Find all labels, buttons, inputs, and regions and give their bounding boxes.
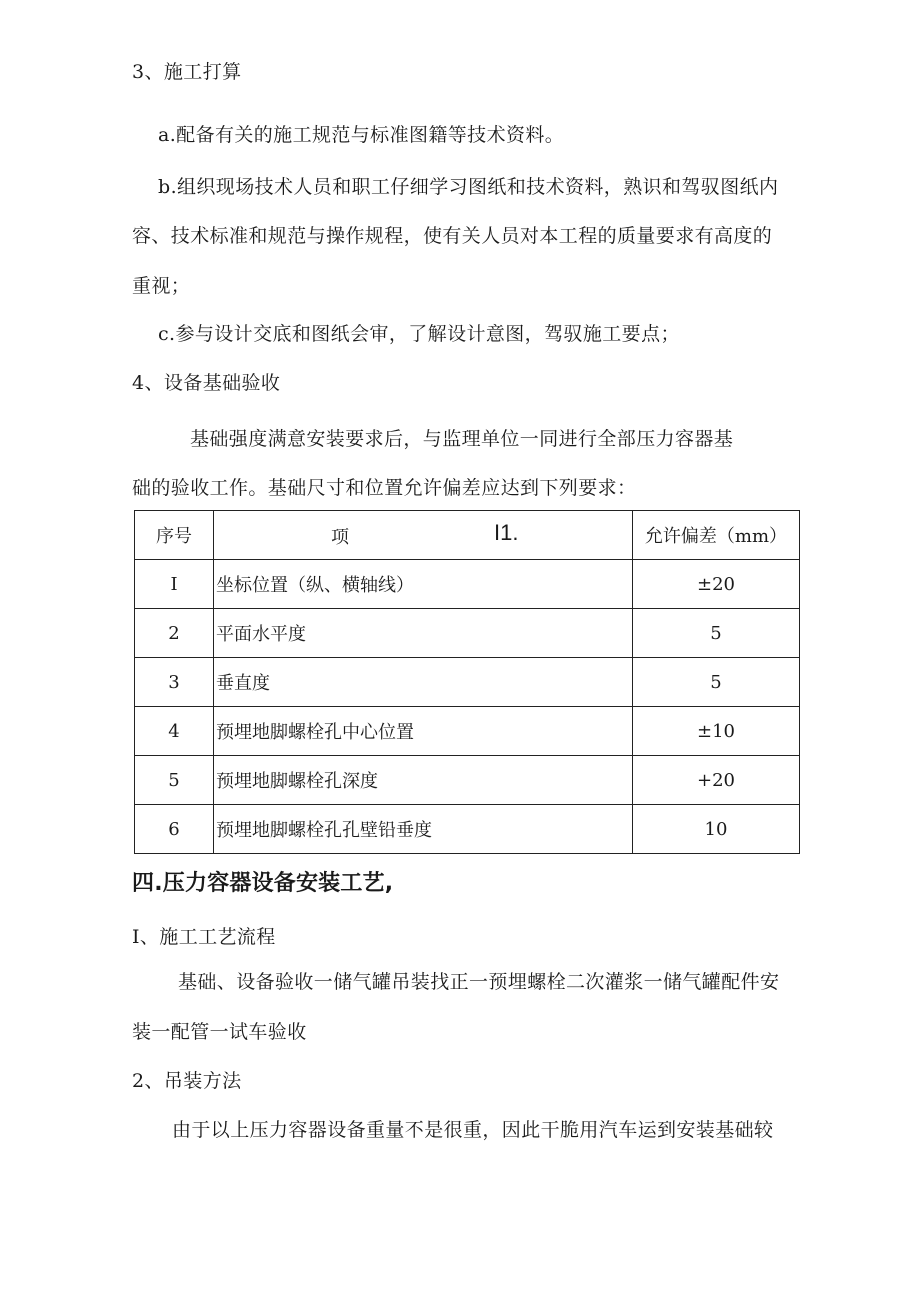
table-row <box>135 756 800 805</box>
table-row <box>135 707 800 756</box>
paragraph-a: a.配备有关的施工规范与标准图籍等技术资料。 <box>158 124 565 146</box>
table-header-row <box>135 511 800 560</box>
row-item: 预埋地脚螺栓孔深度 <box>214 756 633 805</box>
lifting-method-line-1: 由于以上压力容器设备重量不是很重，因此干脆用汽车运到安装基础较 <box>172 1119 774 1141</box>
section-3-title: 3、施工打算 <box>132 61 242 83</box>
row-num: I <box>135 560 214 609</box>
row-item: 预埋地脚螺栓孔孔壁铅垂度 <box>214 805 633 854</box>
process-flow-line-1: 基础、设备验收一储气罐吊装找正一预埋螺栓二次灌浆一储气罐配件安 <box>178 971 780 993</box>
lifting-method-title: 2、吊装方法 <box>132 1070 242 1092</box>
row-tolerance: 10 <box>633 805 800 854</box>
row-tolerance: 5 <box>633 609 800 658</box>
row-tolerance: ±10 <box>633 707 800 756</box>
process-flow-title: I、施工工艺流程 <box>132 926 276 948</box>
row-tolerance: +20 <box>633 756 800 805</box>
row-tolerance: 5 <box>633 658 800 707</box>
header-tolerance: 允许偏差（mm） <box>633 511 800 560</box>
paragraph-b-line-1: b.组织现场技术人员和职工仔细学习图纸和技术资料，熟识和驾驭图纸内 <box>158 176 779 198</box>
tolerance-table <box>134 510 800 854</box>
header-item <box>214 511 633 560</box>
acceptance-paragraph-line-1: 基础强度满意安装要求后，与监理单位一同进行全部压力容器基 <box>190 428 734 450</box>
header-num: 序号 <box>135 511 214 560</box>
row-item: 垂直度 <box>214 658 633 707</box>
paragraph-b-line-2: 容、技术标准和规范与操作规程，使有关人员对本工程的质量要求有高度的 <box>132 225 773 247</box>
acceptance-paragraph-line-2: 础的验收工作。基础尺寸和位置允许偏差应达到下列要求： <box>132 477 637 499</box>
header-item-mark: I1. <box>494 520 519 545</box>
process-flow-line-2: 装一配管一试车验收 <box>132 1021 307 1043</box>
table-row <box>135 560 800 609</box>
chapter-heading: 四.压力容器设备安装工艺, <box>132 871 394 896</box>
row-num: 6 <box>135 805 214 854</box>
row-item: 平面水平度 <box>214 609 633 658</box>
row-item: 预埋地脚螺栓孔中心位置 <box>214 707 633 756</box>
table-row <box>135 805 800 854</box>
row-num: 4 <box>135 707 214 756</box>
row-item: 坐标位置（纵、横轴线） <box>214 560 633 609</box>
row-num: 2 <box>135 609 214 658</box>
header-item-label: 项 <box>331 527 349 548</box>
row-num: 5 <box>135 756 214 805</box>
table-row <box>135 609 800 658</box>
table-row <box>135 658 800 707</box>
paragraph-c: c.参与设计交底和图纸会审，了解设计意图，驾驭施工要点； <box>158 323 680 345</box>
row-tolerance: ±20 <box>633 560 800 609</box>
section-4-title: 4、设备基础验收 <box>132 372 281 394</box>
paragraph-b-line-3: 重视； <box>132 275 191 297</box>
row-num: 3 <box>135 658 214 707</box>
